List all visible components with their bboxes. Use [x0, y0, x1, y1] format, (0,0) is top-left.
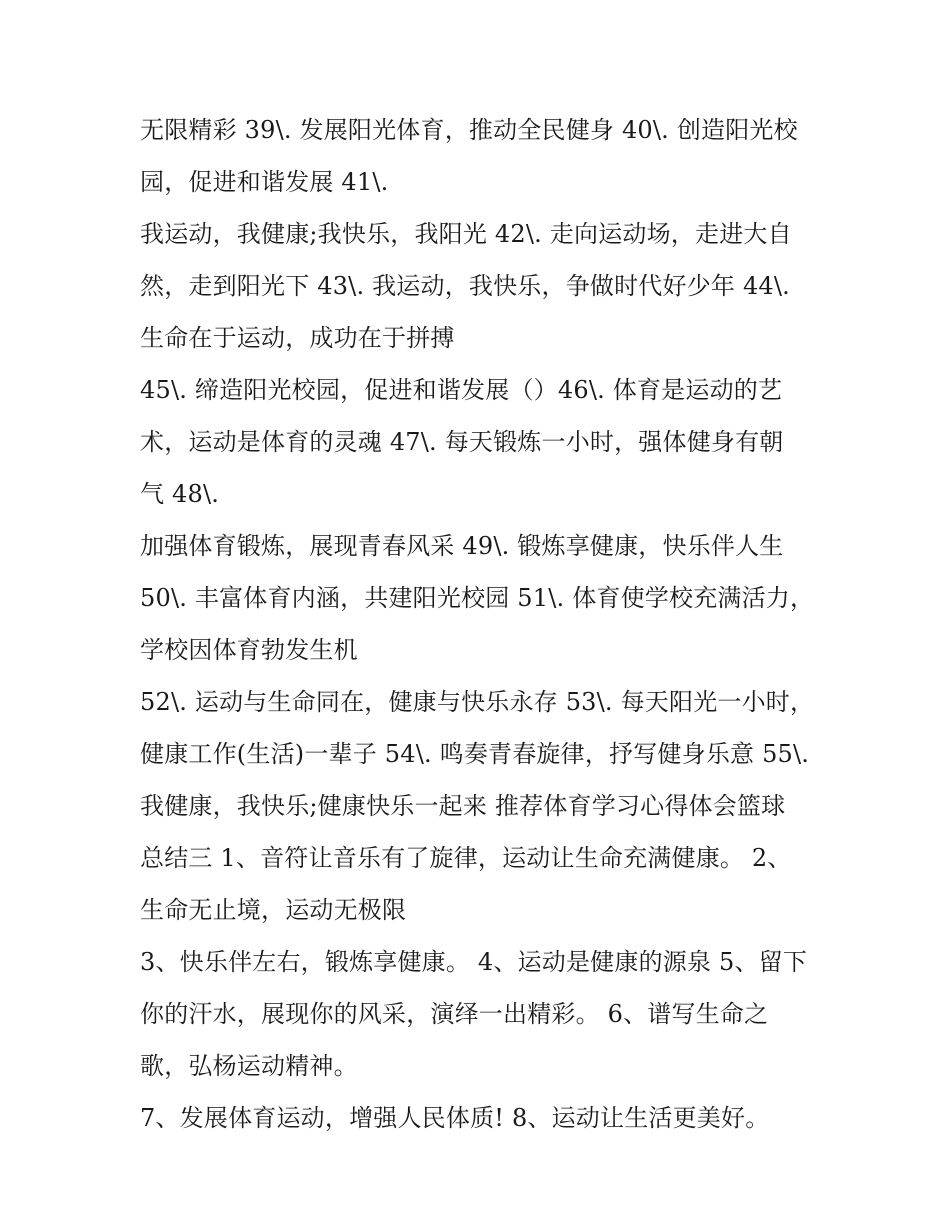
text-line: 园，促进和谐发展 41\.	[140, 168, 389, 196]
text-line: 50\. 丰富体育内涵，共建阳光校园 51\. 体育使学校充满活力，	[140, 584, 815, 612]
text-line: 3、快乐伴左右，锻炼享健康。 4、运动是健康的源泉 5、留下	[140, 948, 808, 976]
text-line: 你的汗水，展现你的风采，演绎一出精彩。 6、谱写生命之	[140, 1000, 769, 1028]
text-line: 我运动，我健康;我快乐，我阳光 42\. 走向运动场，走进大自	[140, 220, 792, 248]
text-line: 加强体育锻炼，展现青春风采 49\. 锻炼享健康，快乐伴人生	[140, 532, 784, 560]
text-line: 7、发展体育运动，增强人民体质! 8、运动让生活更美好。	[140, 1104, 770, 1132]
text-line: 学校因体育勃发生机	[140, 636, 358, 664]
text-line: 歌，弘杨运动精神。	[140, 1052, 358, 1080]
text-line: 无限精彩 39\. 发展阳光体育，推动全民健身 40\. 创造阳光校	[140, 116, 798, 144]
text-line: 45\. 缔造阳光校园，促进和谐发展（）46\. 体育是运动的艺	[140, 376, 783, 404]
text-line: 术，运动是体育的灵魂 47\. 每天锻炼一小时，强体健身有朝	[140, 428, 784, 456]
text-line: 然，走到阳光下 43\. 我运动，我快乐，争做时代好少年 44\.	[140, 272, 790, 300]
text-line: 气 48\.	[140, 480, 220, 508]
text-line: 健康工作(生活)一辈子 54\. 鸣奏青春旋律，抒写健身乐意 55\.	[140, 740, 810, 768]
text-line: 总结三 1、音符让音乐有了旋律，运动让生命充满健康。 2、	[140, 844, 792, 872]
text-line: 生命在于运动，成功在于拼搏	[140, 324, 455, 352]
text-line: 52\. 运动与生命同在，健康与快乐永存 53\. 每天阳光一小时，	[140, 688, 815, 716]
text-line: 生命无止境，运动无极限	[140, 896, 407, 924]
text-line: 我健康，我快乐;健康快乐一起来 推荐体育学习心得体会篮球	[140, 792, 786, 820]
document-body	[140, 104, 820, 1144]
